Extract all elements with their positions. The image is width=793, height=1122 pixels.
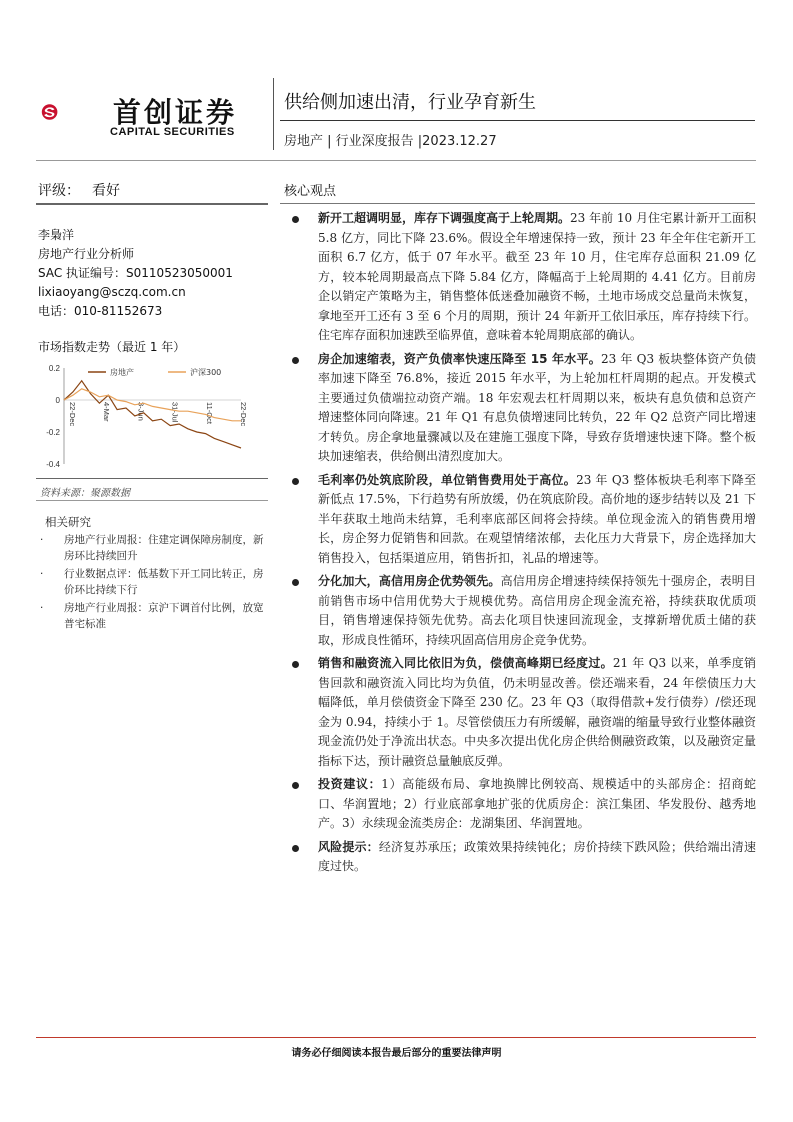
footer-rule (36, 1037, 756, 1038)
core-views-rule (280, 203, 755, 204)
bullet-dot-icon (292, 579, 299, 586)
rating-value: 看好 (92, 183, 120, 199)
legend-label: 房地产 (110, 368, 134, 377)
core-view-item: 投资建议：1）高能级布局、拿地换牌比例较高、规模适中的头部房企：招商蛇口、华润置地；2）行业底部拿地扩张的优质房企：滨江集团、华发股份、越秀地产。3）永续现金流类房企：龙湖集团、华润置地。 (290, 775, 756, 834)
related-research-item[interactable]: · 行业数据点评：低基数下开工同比转正，房价环比持续下行 (40, 568, 264, 596)
market-index-chart (36, 356, 269, 478)
chart-rule (36, 478, 268, 479)
core-views-title: 核心观点 (284, 184, 337, 199)
core-views-list (290, 209, 756, 881)
related-research-item[interactable]: · 房地产行业周报：住建定调保障房制度，新房环比持续回升 (40, 534, 264, 562)
x-tick-label: 22-Dec (68, 402, 77, 427)
chart-title: 市场指数走势（最近 1 年） (38, 340, 186, 354)
bullet-icon: · (40, 602, 44, 614)
y-tick-label: 0 (55, 396, 60, 405)
bullet-icon: · (40, 568, 44, 580)
bullet-dot-icon (292, 478, 299, 485)
bullet-icon: · (40, 534, 44, 546)
core-view-item: 风险提示：经济复苏承压；政策效果持续钝化；房价持续下跌风险；供给端出清速度过快。 (290, 838, 756, 877)
core-view-item: 房企加速缩表，资产负债率快速压降至 15 年水平。23 年 Q3 板块整体资产负债率加速下降至 76.8%，接近 2015 年水平，为上轮加杠杆周期的起点。开发模式主要通过负债端拉动资产端。18 年宏观去杠杆周期以来，板块有息负债和总资产增速整体同向降速。21 年 Q1 有息负债增速同比转负，22 年 Q2 总资产同比增速才转负。房企拿地量骤减以及在建施工强度下降，导致存货增速快速下降。整个板块加速缩表，供给侧出清烈度加大。 (290, 350, 756, 467)
source-rule (36, 500, 268, 501)
bullet-dot-icon (292, 661, 299, 668)
chart-source: 资料来源：聚源数据 (40, 488, 130, 499)
bullet-dot-icon (292, 782, 299, 789)
x-tick-label: 31-Jul (170, 402, 180, 423)
legend-label: 沪深300 (190, 368, 222, 377)
report-title: 供给侧加速出清，行业孕育新生 (284, 92, 536, 113)
analyst-sac: SAC 执证编号：S0110523050001 (38, 266, 233, 280)
bullet-dot-icon (292, 216, 299, 223)
header-divider (273, 78, 274, 150)
related-research-list (40, 532, 272, 634)
brand-name-en: CAPITAL SECURITIES (110, 126, 235, 138)
report-subtitle: 房地产 | 行业深度报告 |2023.12.27 (284, 134, 497, 149)
x-tick-label: 4-Mar (102, 402, 112, 422)
related-research-item[interactable]: · 房地产行业周报：京沪下调首付比例，放宽普宅标准 (40, 602, 264, 630)
core-view-item: 销售和融资流入同比依旧为负，偿债高峰期已经度过。21 年 Q3 以来，单季度销售回款和融资流入同比均为负值，仍未明显改善。偿还端来看，24 年偿债压力大幅降低，单月偿债资金下降至 230 亿。23 年 Q3（取得借款+发行债券）/偿还现金为 0.94，持续小于 1。尽管偿债压力有所缓解，融资端的缩量导致行业整体融资现金流仍处于净流出状态。中央多次提出优化房企供给侧融资政策，以及融资定量指标下达，预计融资总量触底反弹。 (290, 654, 756, 771)
brand-name-cn: 首创证券 (113, 96, 238, 129)
bullet-dot-icon (292, 357, 299, 364)
rating-label: 评级： (38, 183, 80, 199)
header-rule (36, 160, 756, 161)
analyst-info (38, 226, 233, 321)
analyst-name: 李梟洋 (38, 228, 75, 242)
footer-disclaimer: 请务必仔细阅读本报告最后部分的重要法律声明 (291, 1048, 502, 1059)
core-view-item: 毛利率仍处筑底阶段，单位销售费用处于高位。23 年 Q3 整体板块毛利率下降至新低点 17.5%，下行趋势有所放缓，仍在筑底阶段。高价地的逐步结转以及 21 下半年获取土地尚未结算，毛利率底部区间将会持续。单位现金流入的销售费用增长，房企努力促销售和回款。在观望情绪浓郁，去化压力大背景下，房企选择加大销售投入，包括渠道应用，销售折扣，礼品的增速等。 (290, 471, 756, 569)
core-view-item: 分化加大，高信用房企优势领先。高信用房企增速持续保持领先十强房企，表明目前销售市场中信用优势大于规模优势。高信用房企现金流充裕，持续获取优质项目，销售增速保持领先优势。高去化项目快速回流现金，支撑新增优质土储的获取，形成良性循环，持续巩固高信用房企竞争优势。 (290, 572, 756, 650)
analyst-phone: 电话：010-81152673 (38, 304, 163, 318)
title-underline (280, 120, 755, 121)
rating-rule (36, 203, 268, 205)
core-view-item: 新开工超调明显，库存下调强度高于上轮周期。23 年前 10 月住宅累计新开工面积 5.8 亿方，同比下降 23.6%。假设全年增速保持一致，预计 23 年全年住宅新开工面积 6.7 亿方，低于 07 年水平。截至 23 年 10 月，住宅库存总面积 21.09 亿方，较本轮周期最高点下降 5.84 亿方，降幅高于上轮周期的 4.41 亿方。目前房企以销定产策略为主，销售整体低迷叠加融资不畅，土地市场成交总量尚未恢复，拿地至开工还有 3 至 6 个月的周期，预计 24 年新开工依旧承压，库存持续下行。住宅库存面积加速跌至临界值，意味着本轮周期底部的确认。 (290, 209, 756, 346)
x-tick-label: 11-Oct (204, 402, 214, 424)
y-tick-label: 0.2 (48, 364, 60, 373)
analyst-email[interactable]: lixiaoyang@sczq.com.cn (38, 285, 186, 299)
x-tick-label: 22-Dec (239, 402, 248, 427)
y-tick-label: -0.4 (46, 460, 60, 469)
rating (38, 180, 120, 200)
capital-securities-logo (40, 84, 112, 140)
y-tick-label: -0.2 (46, 428, 60, 437)
x-tick-label: 3-Jun (136, 402, 146, 421)
bullet-dot-icon (292, 845, 299, 852)
analyst-role: 房地产行业分析师 (38, 247, 135, 261)
related-research-title: 相关研究 (45, 515, 91, 529)
